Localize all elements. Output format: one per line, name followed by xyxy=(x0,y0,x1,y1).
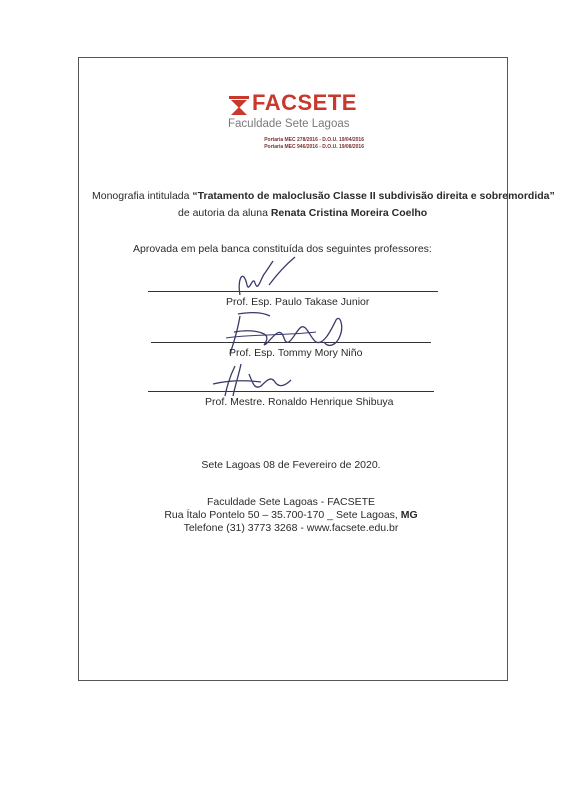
author-prefix: de autoria da aluna xyxy=(178,207,271,219)
author-line xyxy=(178,207,427,219)
logo-subtitle: Faculdade Sete Lagoas xyxy=(228,118,350,130)
monograph-title-line xyxy=(92,190,555,202)
approval-text: Aprovada em pela banca constituída dos seguintes professores: xyxy=(133,243,432,255)
committee-member-3: Prof. Mestre. Ronaldo Henrique Shibuya xyxy=(205,396,394,408)
footer-contact: Telefone (31) 3773 3268 - www.facsete.edu.br xyxy=(183,522,399,534)
footer-address-text: Rua Ítalo Pontelo 50 – 35.700-170 _ Sete Lagoas, xyxy=(164,509,401,521)
logo-portaria-1: Portaria MEC 278/2016 - D.O.U. 19/04/2016 xyxy=(264,137,364,143)
signature-1 xyxy=(225,255,305,300)
place-date: Sete Lagoas 08 de Fevereiro de 2020. xyxy=(201,459,381,471)
facsete-logo xyxy=(224,88,364,154)
committee-member-2: Prof. Esp. Tommy Mory Niño xyxy=(229,347,363,359)
intro-prefix: Monografia intitulada xyxy=(92,190,193,202)
committee-member-1: Prof. Esp. Paulo Takase Junior xyxy=(226,296,370,308)
facsete-emblem-icon xyxy=(228,94,250,116)
footer-address-state: MG xyxy=(400,509,418,521)
monograph-title: “Tratamento de maloclusão Classe II subdivisão direita e sobremordida” xyxy=(192,190,555,202)
footer-institution: Faculdade Sete Lagoas - FACSETE xyxy=(206,496,376,508)
logo-portaria-2: Portaria MEC 946/2016 - D.O.U. 19/08/2016 xyxy=(264,144,364,150)
signature-3 xyxy=(205,360,300,400)
footer-address xyxy=(0,509,582,521)
author-name: Renata Cristina Moreira Coelho xyxy=(270,207,428,219)
logo-name: FACSETE xyxy=(252,90,357,115)
